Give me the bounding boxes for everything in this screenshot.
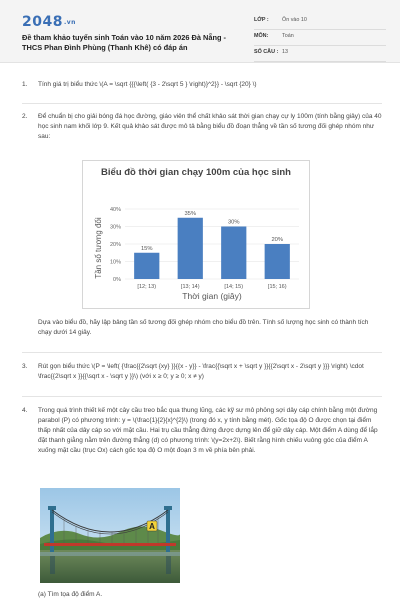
- question-text: Tính giá trị biểu thức \(A = \sqrt {{{\left( {3 - 2\sqrt 5 } \right)}^2}} - \sqrt {20} \): [38, 81, 257, 88]
- bridge-photo: [40, 488, 180, 583]
- x-tick-label: [14; 15): [224, 284, 244, 290]
- meta-row-count: SỐ CÂU : 13: [254, 46, 386, 62]
- question-number: 3.: [22, 363, 28, 370]
- question-number: 2.: [22, 113, 28, 120]
- y-tick-label: 30%: [109, 224, 121, 231]
- x-axis-label: Thời gian (giây): [182, 291, 242, 301]
- divider: [22, 352, 382, 353]
- site-logo[interactable]: 2048.vn: [22, 14, 76, 30]
- question-text: Trong quá trình thiết kế một cây cầu treo bắc qua thung lũng, các kỹ sư mô phỏng sợi dây cáp chính bằng một đường parabol (P) có phương trình: y = \(\frac{1}{2}{x}^{2}\) (trong đó x, y tính bằng mét). Gốc tọa độ O được chọn tại điểm thấp nhất của dây cáp so với mặt cầu. Hai trụ cầu thẳng đứng được dựng lên để giữ dây cáp. Một điểm A dùng để lắp đặt thanh giằng nằm trên đường thẳng (d) có phương trình: \(y=2x+2\). Biết rằng hình chiếu vuông góc của điểm A xuống mặt cầu (trục Ox) cách gốc tọa độ O một đoạn 3 m về phía bên phải.: [38, 407, 378, 455]
- meta-row-class: LỚP : Ôn vào 10: [254, 14, 386, 30]
- y-tick-label: 20%: [109, 242, 121, 248]
- x-tick-label: [15; 16): [267, 284, 287, 290]
- y-tick-label: 10%: [109, 259, 121, 266]
- x-tick-label: [13; 14): [180, 284, 200, 290]
- y-tick-label: 40%: [109, 207, 121, 213]
- meta-row-subject: MÔN: Toán: [254, 30, 386, 46]
- bar-value-label: 20%: [271, 237, 284, 243]
- bar-value-label: 35%: [184, 210, 197, 217]
- chart-plot: [83, 161, 309, 308]
- y-tick-label: 0%: [113, 277, 121, 283]
- document-title: Đề tham khảo tuyển sinh Toán vào 10 năm 2026 Đà Nẵng - THCS Phan Đình Phùng (Thanh Khê) có đáp án: [22, 33, 226, 52]
- bar: [134, 253, 159, 279]
- bar-value-label: 15%: [140, 245, 153, 252]
- bar: [265, 244, 290, 279]
- question-number: 1.: [22, 81, 28, 88]
- question-number: 4.: [22, 407, 28, 414]
- bar-value-label: 30%: [227, 219, 240, 226]
- point-a-label: A: [149, 522, 155, 531]
- question-task-text: Dựa vào biểu đồ, hãy lập bảng tần số tương đối ghép nhóm cho biểu đồ trên. Tính số lượng học sinh có thành tích chạy dưới 14 giây.: [38, 319, 369, 337]
- sub-question-a: (a) Tìm tọa độ điểm A.: [38, 591, 103, 598]
- y-axis-label: Tần số tương đối: [94, 217, 103, 279]
- page-header: [0, 0, 400, 63]
- document-meta: [254, 14, 386, 62]
- bar: [221, 227, 246, 280]
- divider: [22, 396, 382, 397]
- divider: [22, 103, 382, 104]
- bar-chart: [82, 160, 310, 309]
- question-text: Để chuẩn bị cho giải bóng đá học đường, giáo viên thể chất khảo sát thời gian chạy cự ly 100m (tính bằng giây) của 40 học sinh nam khối lớp 9. Kết quả khảo sát được mô tả bằng biểu đồ đoạn thẳng về tần số tương đối ghép nhóm như sau:: [38, 113, 382, 141]
- chart-title: Biểu đồ thời gian chạy 100m của học sinh: [101, 167, 291, 178]
- question-text: Rút gọn biểu thức \(P = \left( {\frac{{2\sqrt {xy} }}{{x - y}} - \frac{{\sqrt x + \sqrt y }}{{2\sqrt x - 2\sqrt y }}} \right) \cdot \frac{{2\sqrt x }}{{\sqrt x - \sqrt y }}\) (với x ≥ 0; y ≥ 0; x ≠ y): [38, 363, 364, 381]
- x-tick-label: [12; 13): [137, 284, 157, 290]
- bar: [178, 218, 203, 279]
